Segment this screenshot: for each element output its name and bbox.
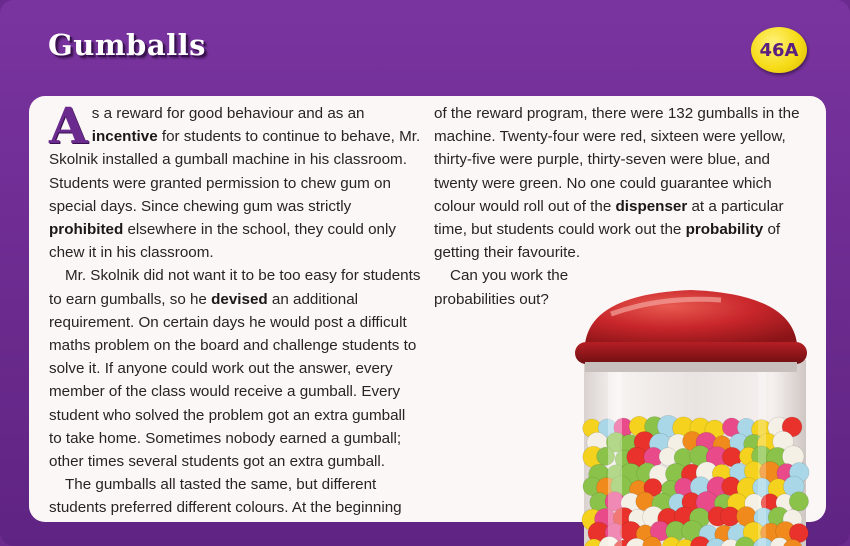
story-text: of the reward program, there were 132 gumballs in the machine. Twenty-four were red, sixteen were yellow, thirty-five were purple, thirty-seven were blue, and twenty were green. No one could guarantee which colour would roll out of the xyxy=(434,105,800,215)
vocab-word-prohibited: prohibited xyxy=(49,221,124,239)
story-right-column xyxy=(434,102,806,311)
story-paragraph-3: The gumballs all tasted the same, but different students preferred different colours. At the beginning xyxy=(49,476,402,517)
story-text: an additional requirement. On certain days he would post a difficult maths problem on the board and challenge students to solve it. If anyone could work out the answer, every member of the class would receive a gumball. Every student who solved the problem got an extra gumball to take home. Sometimes nobody earned a gumball; other times several students got an extra gumball. xyxy=(49,290,417,471)
jar-highlight xyxy=(608,360,622,546)
story-paragraph-4 xyxy=(434,102,806,264)
gumball xyxy=(789,492,808,511)
page-number-label: 46A xyxy=(759,39,799,61)
vocab-word-probability: probability xyxy=(685,221,764,239)
story-question: Can you work the probabilities out? xyxy=(434,267,569,308)
story-text: Mr. Skolnik did not want it to be too easy for students to earn gumballs, so he xyxy=(49,267,421,308)
lid-graphic xyxy=(571,284,811,380)
drop-cap: A xyxy=(49,96,88,155)
jar-highlight xyxy=(758,360,766,546)
story-text: for students to continue to behave, Mr. Skolnik installed a gumball machine in his classroom. Students were granted permission to chew gum on special days. Since chewing gum was strictly xyxy=(49,128,421,215)
page-number-badge xyxy=(751,27,807,73)
vocab-word-devised: devised xyxy=(211,290,268,308)
story-paragraph-1 xyxy=(49,96,421,264)
story-text: of getting their favourite. xyxy=(434,221,781,262)
story-text: s a reward for good behaviour and as an xyxy=(91,105,365,122)
story-left-column xyxy=(49,96,421,520)
story-text: at a particular time, but students could work out the xyxy=(434,197,784,239)
story-paragraph-2 xyxy=(49,264,421,473)
lid-rim xyxy=(575,342,807,364)
lid-collar xyxy=(585,362,797,372)
page-title: Gumballs xyxy=(48,28,206,62)
story-text: elsewhere in the school, they could only chew it in his classroom. xyxy=(49,221,396,262)
vocab-word-dispenser: dispenser xyxy=(615,197,688,215)
vocab-word-incentive: incentive xyxy=(91,128,158,146)
gumball-machine-lid xyxy=(571,284,811,380)
